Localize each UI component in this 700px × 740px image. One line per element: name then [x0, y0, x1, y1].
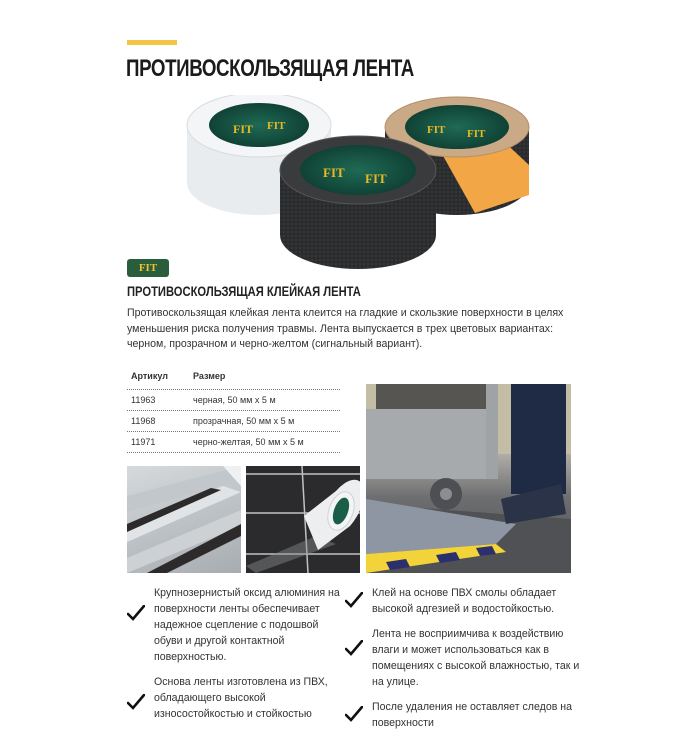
- article-cell: 11963: [131, 395, 156, 405]
- brand-logo: [127, 259, 169, 277]
- feature-item: [127, 585, 342, 665]
- tape-rolls-illustration: [175, 95, 530, 270]
- size-cell: прозрачная, 50 мм x 5 м: [193, 416, 295, 426]
- svg-text:FIT: FIT: [467, 128, 486, 140]
- product-subtitle: ПРОТИВОСКОЛЬЗЯЩАЯ КЛЕЙКАЯ ЛЕНТА: [127, 283, 361, 299]
- check-icon: [345, 706, 363, 722]
- feature-item: [345, 585, 580, 617]
- article-cell: 11971: [131, 437, 156, 447]
- size-cell: черная, 50 мм x 5 м: [193, 395, 276, 405]
- check-icon: [345, 640, 363, 656]
- feature-item: [127, 674, 342, 722]
- features-left-column: [127, 585, 342, 731]
- black-roll: [280, 136, 436, 269]
- stairs-photo: [127, 466, 241, 573]
- feature-item: [345, 626, 580, 690]
- feature-item: [345, 699, 580, 731]
- feature-text: Клей на основе ПВХ смолы обладает высокой адгезией и водостойкостью.: [372, 587, 557, 615]
- svg-text:FIT: FIT: [365, 171, 387, 186]
- cart-ramp-photo: [366, 384, 571, 573]
- svg-text:FIT: FIT: [267, 120, 286, 132]
- size-cell: черно-желтая, 50 мм x 5 м: [193, 437, 304, 447]
- table-row: [127, 411, 340, 432]
- header-article: Артикул: [131, 371, 168, 381]
- table-row: [127, 432, 340, 453]
- hero-tape-rolls-image: [175, 95, 530, 270]
- brand-logo-text: FIT: [138, 262, 158, 274]
- feature-text: Крупнозернистый оксид алюминия на поверхности ленты обеспечивает надежное сцепление с подошвой обуви и другой контактной поверхностью.: [154, 587, 340, 663]
- spec-table-header: [127, 369, 340, 390]
- page-title: ПРОТИВОСКОЛЬЗЯЩАЯ ЛЕНТА: [126, 55, 414, 82]
- roll-label: FIT: [233, 122, 254, 136]
- svg-text:FIT: FIT: [427, 124, 446, 136]
- table-row: [127, 390, 340, 411]
- header-size: Размер: [193, 371, 226, 381]
- spec-table: [127, 369, 340, 453]
- feature-text: Лента не восприимчива к воздействию влаги и может использоваться как в помещениях с высокой влажностью, так и на улице.: [372, 628, 580, 688]
- features-right-column: [345, 585, 580, 740]
- product-description: Противоскользящая клейкая лента клеится на гладкие и скользкие поверхности в целях уменьшения риска получения травмы. Лента выпускается в трех цветовых вариантах: черном, прозрачном и черно-желтом (сигнальный вариант).: [127, 307, 564, 350]
- article-cell: 11968: [131, 416, 156, 426]
- check-icon: [345, 592, 363, 608]
- check-icon: [127, 605, 145, 621]
- feature-text: Основа ленты изготовлена из ПВХ, обладающего высокой износостойкостью и стойкостью: [154, 676, 328, 720]
- feature-text: После удаления не оставляет следов на поверхности: [372, 701, 573, 729]
- svg-text:FIT: FIT: [323, 165, 345, 180]
- check-icon: [127, 694, 145, 710]
- accent-bar: [127, 40, 177, 45]
- tile-floor-photo: [246, 466, 360, 573]
